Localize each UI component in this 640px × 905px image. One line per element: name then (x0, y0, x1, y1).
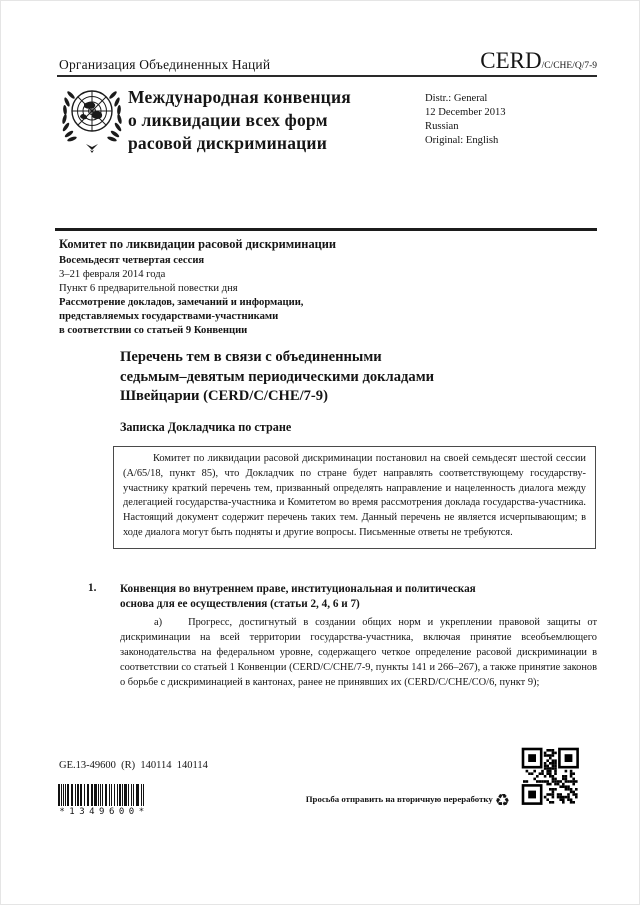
agenda-title-line: представляемых государствами-участниками (59, 311, 279, 322)
page-header (59, 50, 597, 73)
org-name: Организация Объединенных Наций (59, 57, 271, 72)
convention-title-line: Международная конвенция (128, 87, 351, 107)
doc-symbol-suffix: /C/CHE/Q/7-9 (541, 61, 597, 71)
distr-date: 12 December 2013 (425, 107, 506, 118)
agenda-item: Пункт 6 предварительной повестки дня (59, 283, 238, 294)
recycle-note (180, 791, 510, 811)
document-title-line: седьмым–девятым периодическими докладами (120, 368, 435, 385)
barcode-bars (58, 784, 150, 806)
paragraph-a-label: а) (154, 617, 163, 628)
note-box (113, 446, 596, 549)
doc-symbol-main: CERD (480, 48, 542, 73)
convention-title-line: о ликвидации всех форм (128, 110, 328, 130)
recycle-text: Просьба отправить на вторичную переработку (305, 794, 493, 804)
paragraph-a-text: Прогресс, достигнутый в создании общих норм и укреплении правовой защиты от дискриминации на всей территории государства-участника, включая принятие всеобъемлющего законодательства на федеральном уровне, содержащего четкое определение расовой дискриминации в соответствии со статьей 1 Конвенции (CERD/C/CHE/7-9, пункты 141 и 266–267), а также принятие законов о борьбе с дискриминацией в кантонах, ранее не принявших их (CERD/C/CHE/CO/6, пункт 9); (120, 617, 597, 688)
document-subtitle: Записка Докладчика по стране (120, 420, 292, 434)
recycle-icon: ♻ (494, 791, 510, 811)
distr-language: Russian (425, 121, 459, 132)
ge-number: GE.13-49600 (R) 140114 140114 (59, 760, 208, 771)
barcode-text: *1349600* (59, 807, 149, 817)
note-box-text: Комитет по ликвидации расовой дискриминации постановил на своей семьдесят шестой сессии (A/65/18, пункт 85), что Докладчик по стране будет направлять соответствующему государству-участнику краткий перечень тем, призванный определять направление и нацеленность диалога между делегацией государства-участника и Комитетом во время рассмотрения доклада государства-участника. Настоящий документ содержит перечень таких тем. Данный перечень не является исчерпывающим; в ходе диалога могут быть подняты и другие вопросы. Письменные ответы не требуются. (123, 453, 586, 538)
agenda-title-line: Рассмотрение докладов, замечаний и информации, (59, 297, 304, 308)
committee-name: Комитет по ликвидации расовой дискриминации (59, 237, 337, 251)
distr-original: Original: English (425, 135, 499, 146)
document-title (120, 348, 560, 407)
qr-modules (521, 745, 579, 807)
section-heading-line: основа для ее осуществления (статьи 2, 4, 6 и 7) (120, 597, 360, 610)
paragraph-a (120, 615, 597, 690)
distribution-block (425, 92, 506, 148)
doc-symbol (480, 50, 597, 73)
un-emblem-icon (60, 84, 124, 159)
header-rule (57, 75, 597, 77)
convention-title-line: расовой дискриминации (128, 133, 327, 153)
qr-code (521, 745, 579, 812)
document-title-line: Перечень тем в связи с объединенными (120, 349, 382, 365)
section-number: 1. (88, 582, 97, 594)
section-divider-rule (55, 228, 597, 231)
convention-title (128, 86, 351, 155)
distr-type: Distr.: General (425, 93, 488, 104)
session-dates: 3–21 февраля 2014 года (59, 269, 166, 280)
agenda-title-line: в соответствии со статьей 9 Конвенции (59, 325, 248, 336)
section-heading-line: Конвенция во внутреннем праве, институциональная и политическая (120, 583, 476, 595)
section-heading (120, 582, 570, 611)
session-title: Восемьдесят четвертая сессия (59, 255, 205, 266)
committee-block (59, 236, 336, 338)
barcode (58, 784, 150, 817)
document-title-line: Швейцарии (CERD/C/CHE/7-9) (120, 388, 328, 404)
